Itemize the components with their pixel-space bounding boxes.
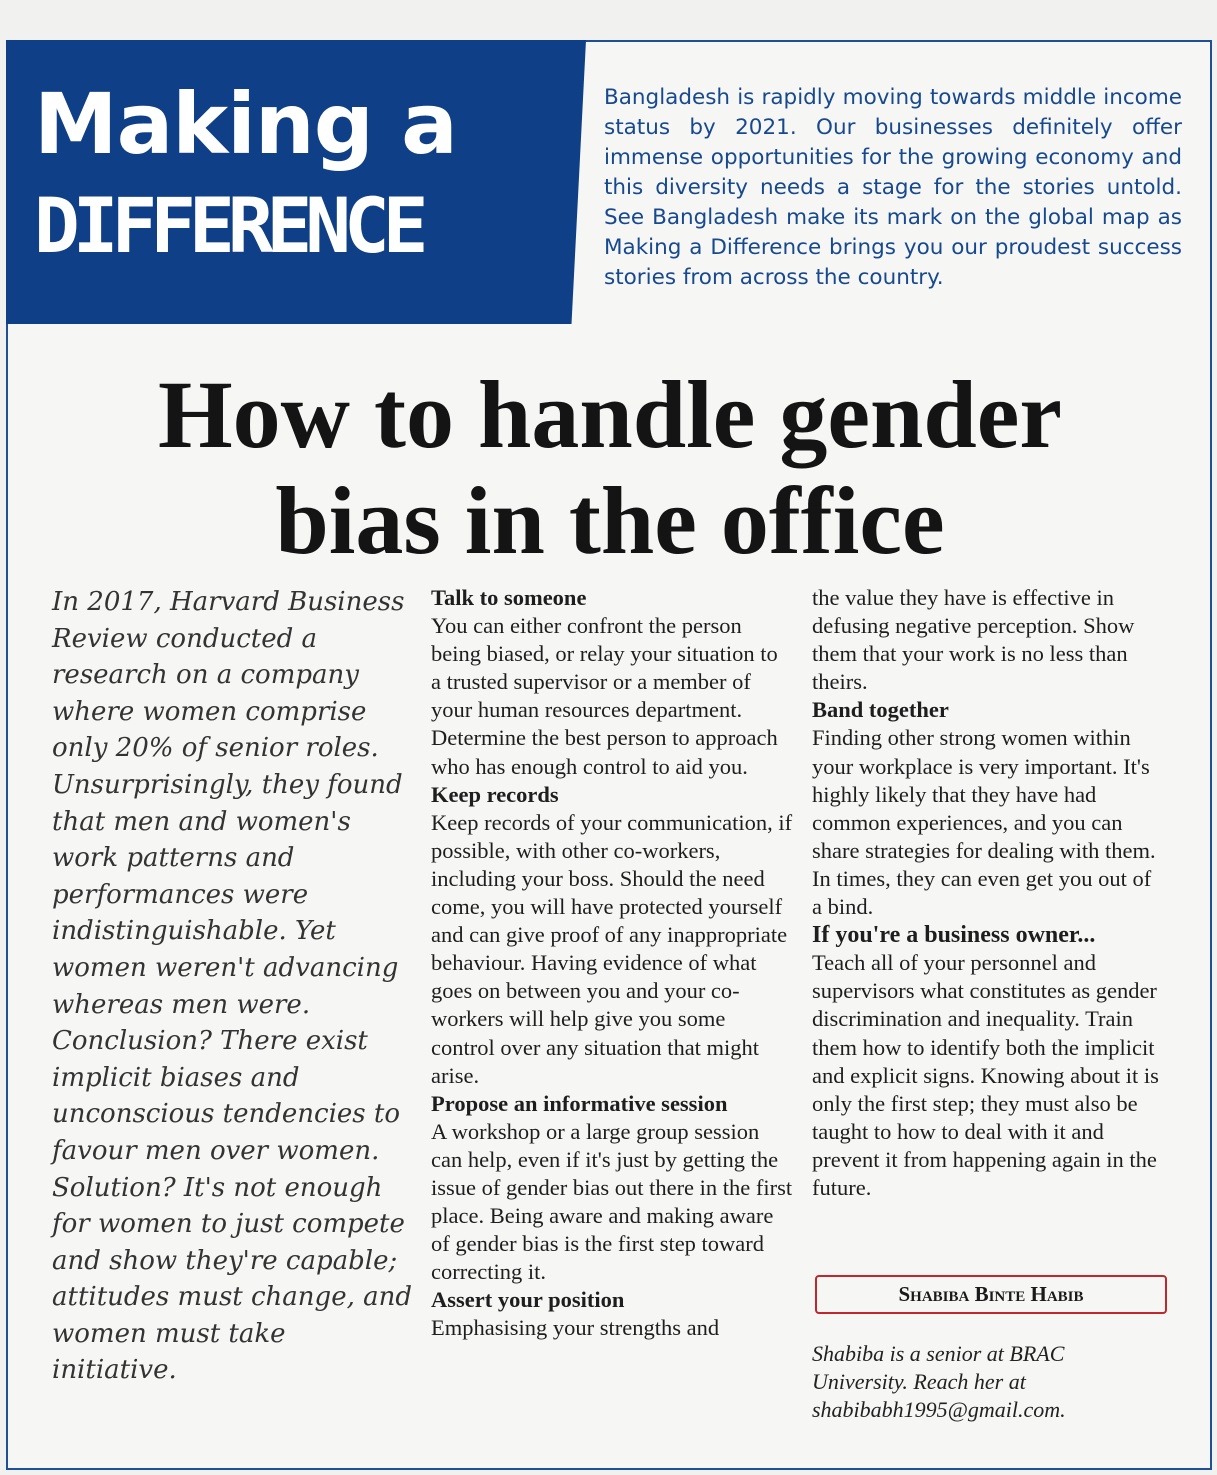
paragraph-band-together: Finding other strong women within your workplace is very important. It's highly likely that they have had common experiences, and you can share strategies for dealing with them. In times, they can even get you out of a bind.: [812, 725, 1156, 920]
subhead-talk-to-someone: Talk to someone: [431, 585, 587, 610]
paragraph-business-owner: Teach all of your personnel and supervisors what constitutes as gender discrimination and inequality. Train them how to identify both the implicit and explicit signs. Knowing about it is only the first step; they must also be taught to how to deal with it and prevent it from happening again in the future.: [812, 950, 1159, 1200]
subhead-keep-records: Keep records: [431, 781, 559, 807]
banner-title-line2: DIFFERENCE: [34, 181, 422, 270]
subhead-informative-session: Propose an informative session: [431, 1090, 728, 1116]
subhead-assert-position: Assert your position: [431, 1287, 625, 1313]
author-name: Shabiba Binte Habib: [898, 1282, 1084, 1306]
paragraph-keep-records: Keep records of your communication, if possible, with other co-workers, including your boss. Should the need come, you will have protected yourself and can give proof of any inappropriate behaviour. Having evidence of what goes on between you and your co-workers will help give you some control over any situation that might arise.: [431, 809, 793, 1088]
headline-line2: bias in the office: [275, 467, 945, 574]
article-lede: In 2017, Harvard Business Review conducted a research on a company where women comprise only 20% of senior roles. Unsurprisingly, they found that men and women's work patterns and performances were indistinguishable. Yet women weren't advancing whereas men were. Conclusion? There exist implicit biases and unconscious tendencies to favour men over women. Solution? It's not enough for women to just compete and show they're capable; attitudes must change, and women must take initiative.: [52, 587, 413, 1386]
subhead-business-owner: If you're a business owner...: [812, 922, 1096, 949]
article-column-middle: [431, 584, 793, 1343]
paragraph-informative-session: A workshop or a large group session can help, even if it's just by getting the issue of gender bias out there in the first place. Being aware and making aware of gender bias is the first step toward correcting it.: [431, 1118, 793, 1285]
subhead-band-together: Band together: [812, 697, 949, 723]
article-headline: [60, 362, 1160, 574]
author-byline: [815, 1275, 1167, 1314]
paragraph-talk-to-someone: You can either confront the person being biased, or relay your situation to a trusted supervisor or a member of your human resources department. Determine the best person to approach who has enough control to aid you.: [431, 613, 778, 779]
section-intro: Bangladesh is rapidly moving towards middle income status by 2021. Our businesses definitely offer immense opportunities for the growing economy and this diversity needs a stage for the stories untold. See Bangladesh make its mark on the global map as Making a Difference brings you our proudest success stories from across the country.: [604, 85, 1182, 290]
paragraph-assert-position: Emphasising your strengths and: [431, 1315, 720, 1341]
headline-line1: How to handle gender: [157, 361, 1063, 468]
article-column-right: [812, 584, 1162, 1202]
banner-title-line1: Making a: [34, 75, 457, 173]
author-bio: Shabiba is a senior at BRAC University. Reach her at shabibabh1995@gmail.com.: [812, 1341, 1066, 1422]
paragraph-assert-position-cont: the value they have is effective in defusing negative perception. Show them that your work is no less than theirs.: [812, 585, 1135, 695]
